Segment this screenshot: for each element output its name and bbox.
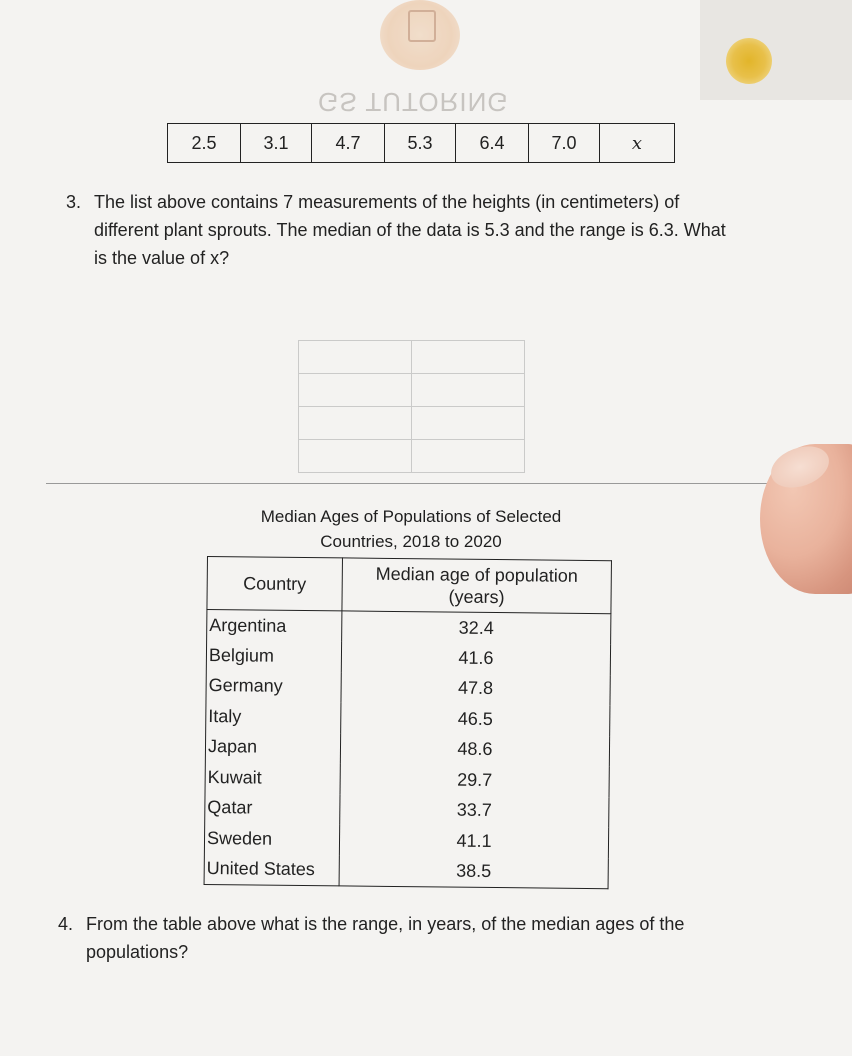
question-3-line1: The list above contains 7 measurements of the heights (in centimeters) of <box>94 192 680 212</box>
sequence-cell-unknown: x <box>600 124 675 163</box>
sequence-cell: 7.0 <box>529 124 600 163</box>
country-column-header: Country <box>207 557 343 611</box>
table-caption-line2: Countries, 2018 to 2020 <box>320 532 502 551</box>
question-4 <box>58 912 778 968</box>
sequence-cell: 5.3 <box>385 124 456 163</box>
table-row <box>204 823 608 858</box>
country-cell: United States <box>204 853 339 885</box>
country-cell: Italy <box>206 701 341 733</box>
age-cell: 32.4 <box>342 611 611 644</box>
table-row <box>206 640 610 675</box>
median-age-header-line1: Median age of population <box>375 563 578 586</box>
country-cell: Belgium <box>206 640 341 672</box>
table-caption <box>246 504 576 554</box>
country-cell: Kuwait <box>205 762 340 794</box>
country-cell: Argentina <box>207 610 342 642</box>
age-cell: 41.1 <box>339 824 608 857</box>
section-divider <box>46 483 852 484</box>
median-ages-table <box>204 556 612 889</box>
sequence-cell: 6.4 <box>456 124 529 163</box>
table-caption-line1: Median Ages of Populations of Selected <box>260 507 562 526</box>
question-4-line1: From the table above what is the range, in years, of the median ages of the <box>86 914 685 934</box>
table-row <box>206 701 610 736</box>
page-corner-background <box>700 0 852 100</box>
country-cell: Qatar <box>205 792 340 824</box>
question-3-line3: is the value of x? <box>94 248 230 268</box>
question-4-line2: populations? <box>86 942 189 962</box>
measurement-sequence-table <box>167 123 675 163</box>
sequence-cell: 4.7 <box>312 124 385 163</box>
country-cell: Germany <box>206 670 341 702</box>
age-cell: 48.6 <box>340 733 609 766</box>
age-cell: 47.8 <box>341 672 610 705</box>
median-age-header-line2: (years) <box>448 586 505 608</box>
table-row <box>206 670 610 705</box>
country-cell: Sweden <box>204 823 339 855</box>
question-3-number: 3. <box>66 192 82 212</box>
sequence-cell: 3.1 <box>241 124 312 163</box>
age-cell: 38.5 <box>339 855 608 888</box>
question-3-line2: different plant sprouts. The median of the data is 5.3 and the range is 6.3. What <box>94 220 726 240</box>
seal-logo-top <box>380 0 460 70</box>
median-age-column-header <box>342 558 612 614</box>
age-cell: 46.5 <box>341 702 610 735</box>
age-cell: 29.7 <box>340 763 609 796</box>
table-row <box>207 610 611 645</box>
bleed-through-header: GS TUTORING <box>318 87 509 117</box>
question-4-number: 4. <box>58 914 74 934</box>
country-cell: Japan <box>205 731 340 763</box>
bleed-through-table <box>298 340 525 473</box>
table-row <box>204 853 608 888</box>
age-cell: 33.7 <box>340 794 609 827</box>
table-row <box>205 762 609 797</box>
table-row <box>205 792 609 827</box>
table-row <box>205 731 609 766</box>
sequence-cell: 2.5 <box>168 124 241 163</box>
age-cell: 41.6 <box>341 641 610 674</box>
question-3 <box>66 190 806 270</box>
